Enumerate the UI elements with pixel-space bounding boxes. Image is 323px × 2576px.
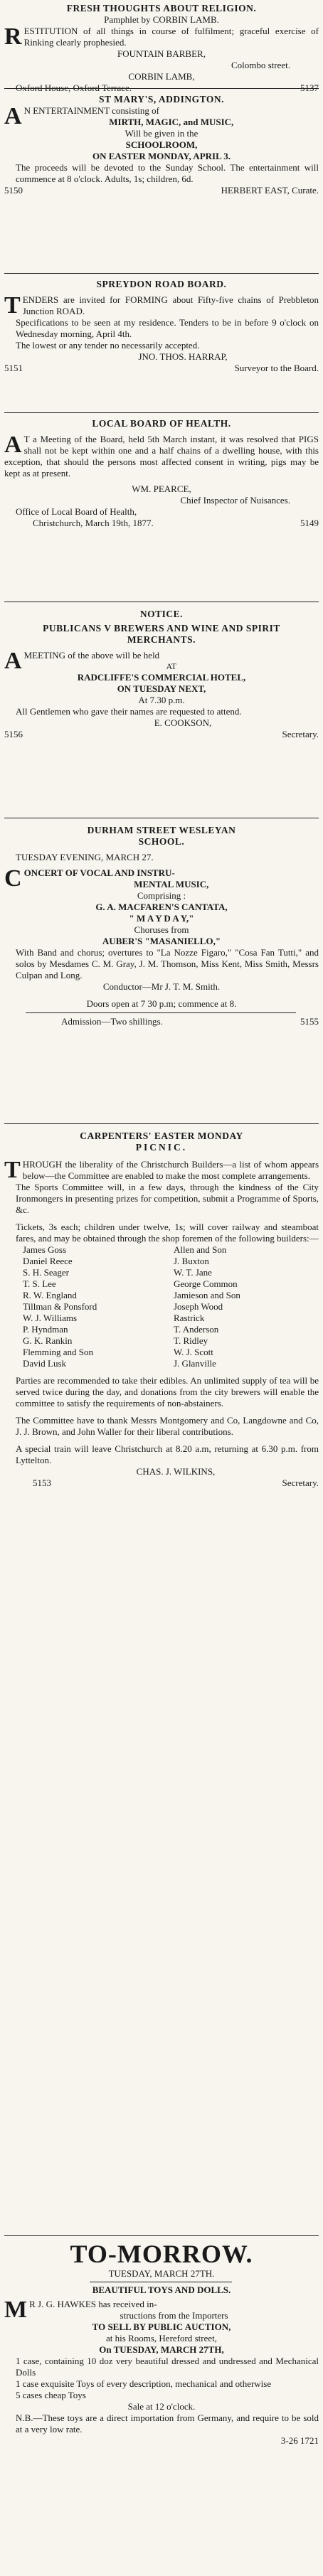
builder-name: T. Ridley	[174, 1335, 208, 1346]
ad-ref: 5137	[300, 82, 319, 93]
ad-body: ESTITUTION of all things in course of fulfilment; graceful exercise of Rinking clearly prophesied.	[23, 26, 319, 48]
builder-name: W. J. Scott	[174, 1347, 213, 1357]
dropcap: T	[4, 292, 21, 319]
ad-ref: 5150	[4, 185, 23, 196]
builder-name: Flemming and Son	[23, 1347, 93, 1357]
ad-line: Specifications to be seen at my residence. Tenders to be in before 9 o'clock on Wednesday morning, April 4th.	[16, 317, 319, 339]
ad-date: TUESDAY EVENING, MARCH 27.	[16, 852, 154, 862]
ad-body: HROUGH the liberality of the Christchurch Builders—a list of whom appears below—the Committee are enabled to make the most complete arrangements.	[22, 1159, 319, 1181]
builder-name: George Common	[174, 1278, 238, 1289]
ad-ref: 5151	[4, 363, 23, 373]
ad-signature: E. COOKSON,	[154, 717, 212, 728]
divider	[4, 412, 319, 413]
builder-name: W. J. Williams	[23, 1313, 78, 1323]
ad-line: MEETING of the above will be held	[23, 650, 160, 661]
builders-list	[4, 1244, 319, 1369]
builder-name: T. Anderson	[174, 1324, 219, 1335]
ad-heading: NOTICE.	[139, 609, 184, 619]
ad-body: T a Meeting of the Board, held 5th March instant, it was resolved that PIGS shall not be kept within one and a half chains of a dwelling house, with this exception, that should the persons most affected consent in writing, pigs may be kept as at present.	[4, 434, 319, 479]
ad-ref: 5149	[300, 518, 319, 528]
ad-line: AT	[166, 661, 177, 671]
ad-line: ONCERT OF VOCAL AND INSTRU-	[23, 867, 175, 878]
divider	[4, 273, 319, 274]
ad-date: ON TUESDAY NEXT,	[117, 683, 206, 694]
ad-signature: CORBIN LAMB,	[128, 71, 195, 82]
ad-wesleyan	[4, 825, 319, 1027]
ad-date: TUESDAY, MARCH 27TH.	[108, 2268, 215, 2279]
ad-publicans	[4, 609, 319, 740]
ad-body: ENDERS are invited for FORMING about Fifty-five chains of Prebbleton Junction ROAD.	[22, 294, 319, 316]
dropcap: C	[4, 865, 22, 892]
ad-heading: CARPENTERS' EASTER MONDAY	[80, 1131, 243, 1141]
ad-body: All Gentlemen who gave their names are requested to attend.	[16, 706, 242, 717]
ad-ref: 5155	[300, 1016, 319, 1027]
ad-spreydon	[4, 279, 319, 374]
ad-subheading: Pamphlet by CORBIN LAMB.	[104, 14, 219, 25]
dropcap: A	[4, 103, 22, 129]
builder-name: R. W. England	[23, 1290, 77, 1300]
ad-paragraph: Tickets, 3s each; children under twelve, 1s; will cover railway and steamboat fares, and may be obtained through the shop foremen of the following builders:—	[16, 1222, 319, 1244]
ad-subheading: BEAUTIFUL TOYS AND DOLLS.	[92, 2284, 231, 2295]
builder-name: S. H. Seager	[23, 1267, 69, 1278]
ad-role: Chief Inspector of Nuisances.	[180, 495, 290, 506]
ad-item: 1 case, containing 10 doz very beautiful dressed and undressed and Mechanical Dolls	[16, 2356, 319, 2378]
ad-paragraph: The Committee have to thank Messrs Montgomery and Co, Langdowne and Co, J. J. Brown, and John Waller for their liberal contributions.	[16, 1415, 319, 1437]
ad-line: MENTAL MUSIC,	[134, 879, 209, 889]
builder-name: J. Glanville	[174, 1358, 216, 1369]
ad-shop-location: Colombo street.	[231, 60, 290, 70]
builder-name: Rastrick	[174, 1313, 205, 1323]
ad-line: N ENTERTAINMENT consisting of	[23, 105, 159, 116]
ad-line: MIRTH, MAGIC, and MUSIC,	[109, 117, 234, 127]
ad-conductor: Conductor—Mr J. T. M. Smith.	[102, 981, 221, 992]
ad-subheading: PUBLICANS V BREWERS AND WINE AND SPIRIT MERCHANTS.	[43, 623, 280, 645]
ad-paragraph: A special train will leave Christchurch at 8.20 a.m, returning at 6.30 p.m. from Lyttelton.	[16, 1443, 319, 1465]
ad-heading: ST MARY'S, ADDINGTON.	[98, 94, 225, 105]
ad-line: SCHOOLROOM,	[125, 139, 198, 150]
ad-admission: Admission—Two shillings.	[61, 1016, 163, 1027]
ad-item: 5 cases cheap Toys	[16, 2390, 86, 2400]
ad-paragraph: The Sports Committee will, in a few days, through the kindness of the City Ironmongers in presenting prizes for competition, submit a Programme of Sports, &c.	[16, 1182, 319, 1215]
ad-sale: Sale at 12 o'clock.	[127, 2401, 196, 2412]
dropcap: R	[4, 23, 22, 50]
ad-heading: SPREYDON ROAD BOARD.	[96, 279, 227, 289]
ad-date: Christchurch, March 19th, 1877.	[33, 518, 154, 528]
ad-doors: Doors open at 7 30 p.m; commence at 8.	[86, 998, 237, 1009]
ad-role: Secretary.	[282, 729, 319, 739]
divider	[4, 1123, 319, 1124]
ad-ref: 5153	[33, 1477, 51, 1488]
ad-nb: N.B.—These toys are a direct importation from Germany, and require to be sold at a very low rate.	[16, 2412, 319, 2435]
ad-auber: AUBER'S "MASANIELLO,"	[102, 936, 221, 946]
ad-address: Oxford House, Oxford Terrace.	[16, 82, 132, 93]
ad-line: structions from the Importers	[120, 2310, 228, 2321]
ad-carpenters	[4, 1131, 319, 1489]
ad-line: ON EASTER MONDAY, APRIL 3.	[92, 151, 231, 161]
ad-line: R J. G. HAWKES has received in-	[29, 2299, 157, 2309]
builder-name: Tillman & Ponsford	[23, 1301, 97, 1312]
dropcap: A	[4, 432, 22, 458]
dropcap: A	[4, 648, 22, 674]
ad-health	[4, 418, 319, 529]
ad-office: Office of Local Board of Health,	[16, 506, 137, 517]
ad-line: Comprising :	[137, 890, 186, 901]
ad-signature: HERBERT EAST, Curate.	[221, 185, 319, 196]
ad-ref: 3-26 1721	[280, 2435, 319, 2446]
builder-name: David Lusk	[23, 1358, 67, 1369]
ad-ref: 5156	[4, 729, 23, 739]
divider	[4, 2235, 319, 2236]
ad-line: On TUESDAY, MARCH 27TH,	[99, 2344, 224, 2355]
ad-heading: LOCAL BOARD OF HEALTH.	[92, 418, 231, 429]
ad-line: at his Rooms, Hereford street,	[106, 2333, 217, 2343]
ad-heading: SCHOOL.	[138, 836, 185, 847]
divider	[4, 88, 319, 89]
dropcap: T	[4, 1157, 21, 1183]
ad-item: 1 case exquisite Toys of every description, mechanical and otherwise	[16, 2378, 272, 2389]
ad-line: Will be given in the	[125, 128, 198, 139]
ad-body: The proceeds will be devoted to the Sunday School. The entertainment will commence at 8 o'clock. Adults, 1s; children, 6d.	[16, 162, 319, 184]
ad-paragraph: Parties are recommended to take their edibles. An unlimited supply of tea will be served twice during the day, and donations from the city brewers will enable the committee to satisfy the requirements of non-abstainers.	[16, 1375, 319, 1409]
ad-role: Secretary.	[282, 1477, 319, 1488]
builder-name: T. S. Lee	[23, 1278, 56, 1289]
ad-may-day: " M A Y D A Y,"	[129, 913, 194, 924]
ad-venue: RADCLIFFE'S COMMERCIAL HOTEL,	[77, 672, 246, 683]
builder-name: J. Buxton	[174, 1256, 209, 1266]
builder-name: James Goss	[23, 1244, 67, 1255]
ad-body: With Band and chorus; overtures to "La Nozze Figaro," "Cosa Fan Tutti," and solos by Mesdames C. M. Gray, J. M. Thomson, Miss Kent, Miss Smith, Messrs Culpan and Long.	[16, 947, 319, 980]
ad-signature: JNO. THOS. HARRAP,	[138, 351, 228, 362]
ad-cantata: G. A. MACFAREN'S CANTATA,	[95, 902, 228, 912]
builder-name: Allen and Son	[174, 1244, 227, 1255]
inner-divider	[26, 1012, 296, 1013]
ad-line: TO SELL BY PUBLIC AUCTION,	[92, 2321, 231, 2332]
dropcap: M	[4, 2297, 28, 2323]
ad-heading: PICNIC.	[135, 1142, 188, 1153]
ad-time: At 7.30 p.m.	[138, 695, 185, 705]
ad-line: The lowest or any tender no necessarily accepted.	[16, 340, 200, 351]
ad-signature: WM. PEARCE,	[132, 483, 191, 494]
ad-st-marys	[4, 94, 319, 196]
ad-heading: DURHAM STREET WESLEYAN	[87, 825, 236, 835]
ad-religion	[4, 3, 319, 94]
ad-shop: FOUNTAIN BARBER,	[117, 48, 206, 59]
builder-name: Jamieson and Son	[174, 1290, 240, 1300]
ad-signature: CHAS. J. WILKINS,	[136, 1466, 216, 1477]
builder-name: P. Hyndman	[23, 1324, 68, 1335]
builder-name: G. K. Rankin	[23, 1335, 73, 1346]
ad-heading: FRESH THOUGHTS ABOUT RELIGION.	[66, 3, 257, 14]
ad-role: Surveyor to the Board.	[234, 363, 319, 373]
ad-line: Choruses from	[134, 924, 189, 935]
builder-name: W. T. Jane	[174, 1267, 212, 1278]
ad-tomorrow	[4, 2240, 319, 2447]
builder-name: Joseph Wood	[174, 1301, 223, 1312]
builder-name: Daniel Reece	[23, 1256, 73, 1266]
ad-heading: TO-MORROW.	[70, 2240, 253, 2268]
